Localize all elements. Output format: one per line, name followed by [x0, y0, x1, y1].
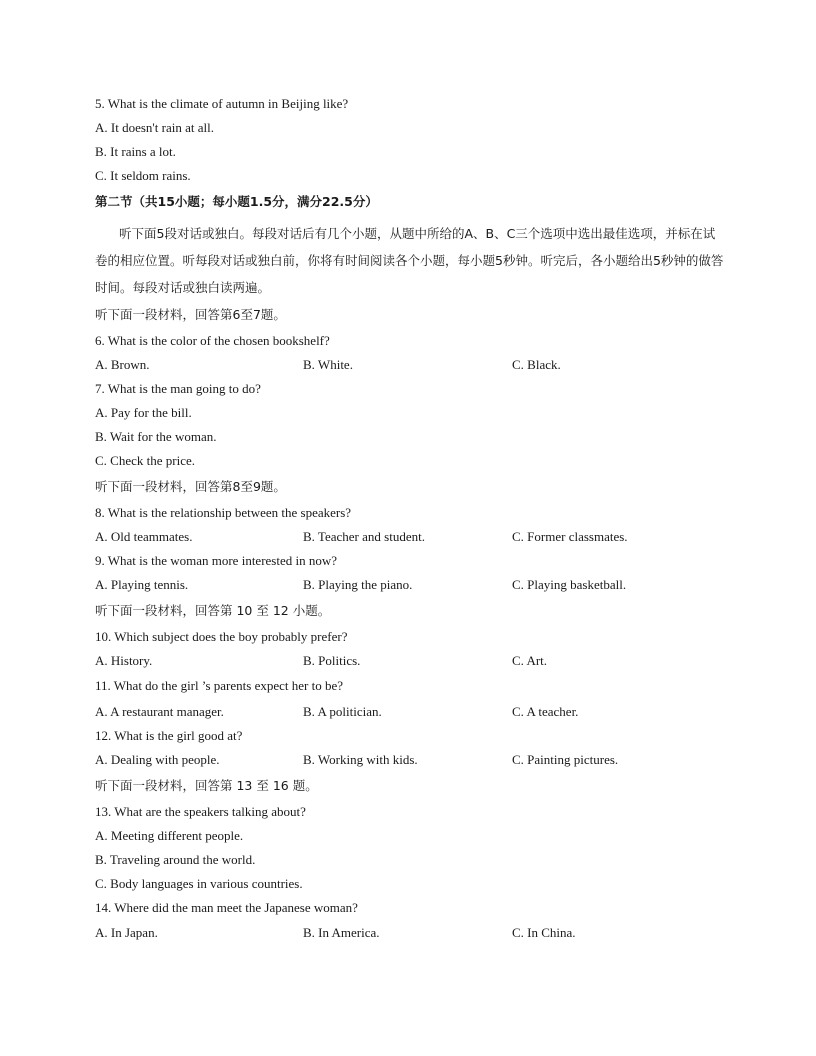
section-2-heading: 第二节（共15小题；每小题1.5分，满分22.5分）: [95, 194, 378, 209]
question-8-stem: 8. What is the relationship between the speakers?: [95, 505, 352, 520]
question-9-option-a: A. Playing tennis.: [95, 577, 189, 592]
question-11-stem: 11. What do the girl ’s parents expect her to be?: [95, 678, 344, 693]
passage-1-label: 听下面一段材料，回答第6至7题。: [95, 307, 286, 322]
question-13-stem: 13. What are the speakers talking about?: [95, 804, 306, 819]
question-10-stem: 10. Which subject does the boy probably prefer?: [95, 629, 348, 644]
question-9-option-c: C. Playing basketball.: [512, 577, 627, 592]
question-10-option-a: A. History.: [95, 653, 153, 668]
question-9-option-b: B. Playing the piano.: [303, 577, 413, 592]
question-6-option-c: C. Black.: [512, 357, 561, 372]
question-8-option-a: A. Old teammates.: [95, 529, 193, 544]
question-7-stem: 7. What is the man going to do?: [95, 381, 261, 396]
question-7-option-c: C. Check the price.: [95, 453, 195, 468]
question-14-option-c: C. In China.: [512, 925, 576, 940]
question-14-option-b: B. In America.: [303, 925, 380, 940]
question-13-option-a: A. Meeting different people.: [95, 828, 244, 843]
question-9-stem: 9. What is the woman more interested in now?: [95, 553, 338, 568]
question-7-option-b: B. Wait for the woman.: [95, 429, 217, 444]
question-14-option-a: A. In Japan.: [95, 925, 158, 940]
question-13-option-b: B. Traveling around the world.: [95, 852, 256, 867]
question-12-option-c: C. Painting pictures.: [512, 752, 619, 767]
question-14-stem: 14. Where did the man meet the Japanese woman?: [95, 900, 358, 915]
passage-3-label: 听下面一段材料，回答第 10 至 12 小题。: [95, 603, 331, 618]
question-7-option-a: A. Pay for the bill.: [95, 405, 192, 420]
question-6-option-b: B. White.: [303, 357, 353, 372]
question-5-stem: 5. What is the climate of autumn in Beijing like?: [95, 96, 349, 111]
question-13-option-c: C. Body languages in various countries.: [95, 876, 303, 891]
question-11-option-c: C. A teacher.: [512, 704, 579, 719]
question-8-option-c: C. Former classmates.: [512, 529, 628, 544]
question-6-option-a: A. Brown.: [95, 357, 150, 372]
question-12-option-b: B. Working with kids.: [303, 752, 418, 767]
question-5-option-a: A. It doesn't rain at all.: [95, 120, 214, 135]
question-11-option-b: B. A politician.: [303, 704, 382, 719]
question-5-option-c: C. It seldom rains.: [95, 168, 191, 183]
question-12-stem: 12. What is the girl good at?: [95, 728, 243, 743]
question-11-option-a: A. A restaurant manager.: [95, 704, 224, 719]
question-12-option-a: A. Dealing with people.: [95, 752, 220, 767]
passage-2-label: 听下面一段材料，回答第8至9题。: [95, 479, 286, 494]
question-8-option-b: B. Teacher and student.: [303, 529, 425, 544]
question-5-option-b: B. It rains a lot.: [95, 144, 176, 159]
question-6-stem: 6. What is the color of the chosen bookshelf?: [95, 333, 330, 348]
passage-4-label: 听下面一段材料，回答第 13 至 16 题。: [95, 778, 318, 793]
question-10-option-c: C. Art.: [512, 653, 548, 668]
question-10-option-b: B. Politics.: [303, 653, 361, 668]
section-2-instructions: 听下面5段对话或独白。每段对话后有几个小题，从题中所给的A、B、C三个选项中选出最佳选项，并标在试卷的相应位置。听每段对话或独白前，你将有时间阅读各个小题，每小题5秒钟。听完后，各小题给出5秒钟的做答时间。每段对话或独白读两遍。: [95, 226, 724, 295]
